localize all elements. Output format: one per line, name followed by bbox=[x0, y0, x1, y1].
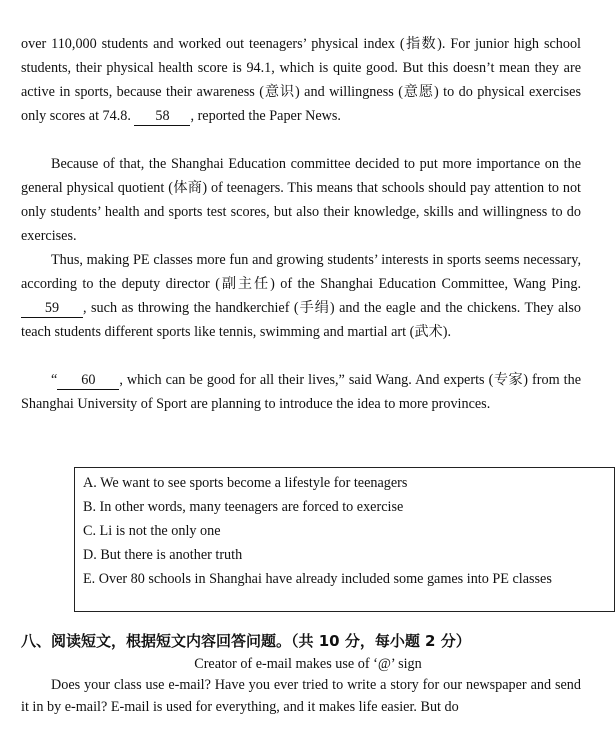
paragraph-3-text-end: , such as throwing the handkerchief (手绢) and the eagle and the chickens. They also teach students different sports like tennis, swimming and martial art (武术). bbox=[21, 300, 581, 340]
option-b: B. In other words, many teenagers are forced to exercise bbox=[83, 499, 404, 515]
paragraph-2 bbox=[21, 152, 581, 248]
option-c: C. Li is not the only one bbox=[83, 523, 221, 539]
open-quote: “ bbox=[51, 372, 58, 388]
paragraph-4-text: , which can be good for all their lives,” said Wang. And experts (专家) from the Shanghai University of Sport are planning to introduce the idea to more provinces. bbox=[21, 372, 581, 412]
answer-blank-60: 60 bbox=[57, 371, 119, 390]
paragraph-4 bbox=[21, 368, 581, 416]
paragraph-5-text: Does your class use e-mail? Have you ever tried to write a story for our newspaper and send it in by e-mail? E-mail is used for everything, and it makes life easier. But do bbox=[21, 677, 581, 715]
option-a: A. We want to see sports become a lifestyle for teenagers bbox=[83, 475, 408, 491]
article-title: Creator of e-mail makes use of ‘@’ sign bbox=[194, 656, 422, 672]
answer-blank-59: 59 bbox=[21, 299, 83, 318]
answer-blank-58: 58 bbox=[134, 107, 190, 126]
option-e: E. Over 80 schools in Shanghai have already included some games into PE classes bbox=[83, 571, 552, 587]
options-box bbox=[74, 467, 615, 612]
paragraph-3-text: Thus, making PE classes more fun and growing students’ interests in sports seems necessary, according to the deputy director (副主任) of the Shanghai Education Committee, Wang Ping. bbox=[21, 252, 581, 292]
section-heading: 八、阅读短文，根据短文内容回答问题。（共 10 分，每小题 2 分） bbox=[21, 632, 471, 650]
paragraph-1-text: over 110,000 students and worked out teenagers’ physical index (指数). For junior high school students, their physical health score is 94.1, which is quite good. But this doesn’t mean they are active in sports, because their awareness (意识) and willingness (意愿) to do physical exercises only scores at 74.8. bbox=[21, 36, 581, 124]
paragraph-2-text: Because of that, the Shanghai Education committee decided to put more importance on the general physical quotient (体商) of teenagers. This means that schools should pay attention to not only students’ health and sports test scores, but also their knowledge, skills and willingness to do exercises. bbox=[21, 156, 581, 244]
option-d: D. But there is another truth bbox=[83, 547, 243, 563]
paragraph-1 bbox=[21, 32, 581, 128]
paragraph-1-text-end: , reported the Paper News. bbox=[190, 108, 341, 124]
paragraph-5 bbox=[21, 674, 581, 718]
paragraph-3 bbox=[21, 248, 581, 344]
